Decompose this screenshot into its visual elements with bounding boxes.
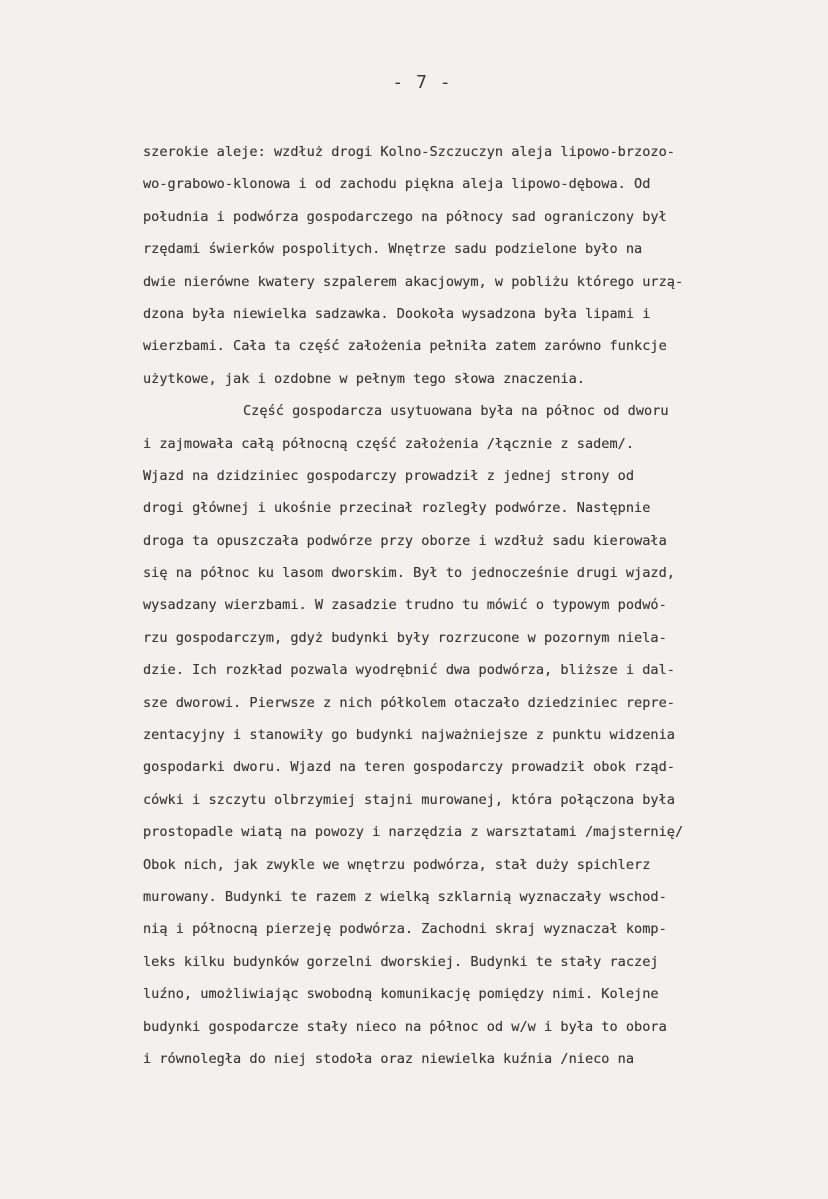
paragraph-first-line: Część gospodarcza usytuowana była na północ od dworu — [243, 403, 669, 420]
text-line: Wjazd na dzidziniec gospodarczy prowadził z jednej strony od — [143, 467, 635, 484]
text-line: nią i północną pierzeję podwórza. Zachodni skraj wyznaczał komp- — [143, 921, 667, 938]
text-line: i zajmowała całą północną część założenia /łącznie z sadem/. — [143, 435, 635, 452]
text-line: drogi głównej i ukośnie przecinał rozległy podwórze. Następnie — [143, 500, 651, 517]
text-line: Obok nich, jak zwykle we wnętrzu podwórza, stał duży spichlerz — [143, 856, 651, 873]
page-number: - 7 - — [392, 72, 452, 93]
text-line: droga ta opuszczała podwórze przy oborze i wzdłuż sadu kierowała — [143, 532, 667, 549]
text-line: leks kilku budynków gorzelni dworskiej. Budynki te stały raczej — [143, 953, 659, 970]
text-line: wysadzany wierzbami. W zasadzie trudno tu mówić o typowym podwó- — [143, 597, 667, 614]
text-line: się na północ ku lasom dworskim. Był to jednocześnie drugi wjazd, — [143, 565, 675, 582]
text-line: dzona była niewielka sadzawka. Dookoła wysadzona była lipami i — [143, 305, 651, 322]
text-line: i równoległa do niej stodoła oraz niewielka kuźnia /nieco na — [143, 1050, 635, 1067]
text-line: murowany. Budynki te razem z wielką szklarnią wyznaczały wschod- — [143, 888, 667, 905]
text-line: zentacyjny i stanowiły go budynki najważniejsze z punktu widzenia — [143, 727, 675, 744]
text-line: budynki gospodarcze stały nieco na północ od w/w i była to obora — [143, 1018, 667, 1035]
text-line: użytkowe, jak i ozdobne w pełnym tego słowa znaczenia. — [143, 370, 585, 387]
text-line: wo-grabowo-klonowa i od zachodu piękna aleja lipowo-dębowa. Od — [143, 176, 651, 193]
text-line: sze dworowi. Pierwsze z nich półkolem otaczało dziedziniec repre- — [143, 694, 675, 711]
text-line: dzie. Ich rozkład pozwala wyodrębnić dwa podwórza, bliższe i dal- — [143, 662, 675, 679]
text-line: szerokie aleje: wzdłuż drogi Kolno-Szczuczyn aleja lipowo-brzozo- — [143, 144, 675, 160]
text-line: rzędami świerków pospolitych. Wnętrze sadu podzielone było na — [143, 241, 643, 258]
text-line: prostopadle wiatą na powozy i narzędzia z warsztatami /majsternię/ — [143, 824, 684, 841]
text-line: dwie nierówne kwatery szpalerem akacjowym, w pobliżu którego urzą- — [143, 273, 684, 290]
text-line: cówki i szczytu olbrzymiej stajni murowanej, która połączona była — [143, 791, 675, 808]
text-line: wierzbami. Cała ta część założenia pełniła zatem zarówno funkcje — [143, 338, 667, 355]
text-line: luźno, umożliwiając swobodną komunikację pomiędzy nimi. Kolejne — [143, 986, 659, 1003]
text-line: rzu gospodarczym, gdyż budynki były rozrzucone w pozornym niela- — [143, 629, 667, 646]
text-line: gospodarki dworu. Wjazd na teren gospodarczy prowadził obok rząd- — [143, 759, 675, 776]
text-line: południa i podwórza gospodarczego na północy sad ograniczony był — [143, 208, 667, 225]
typed-text-body — [143, 140, 828, 1079]
